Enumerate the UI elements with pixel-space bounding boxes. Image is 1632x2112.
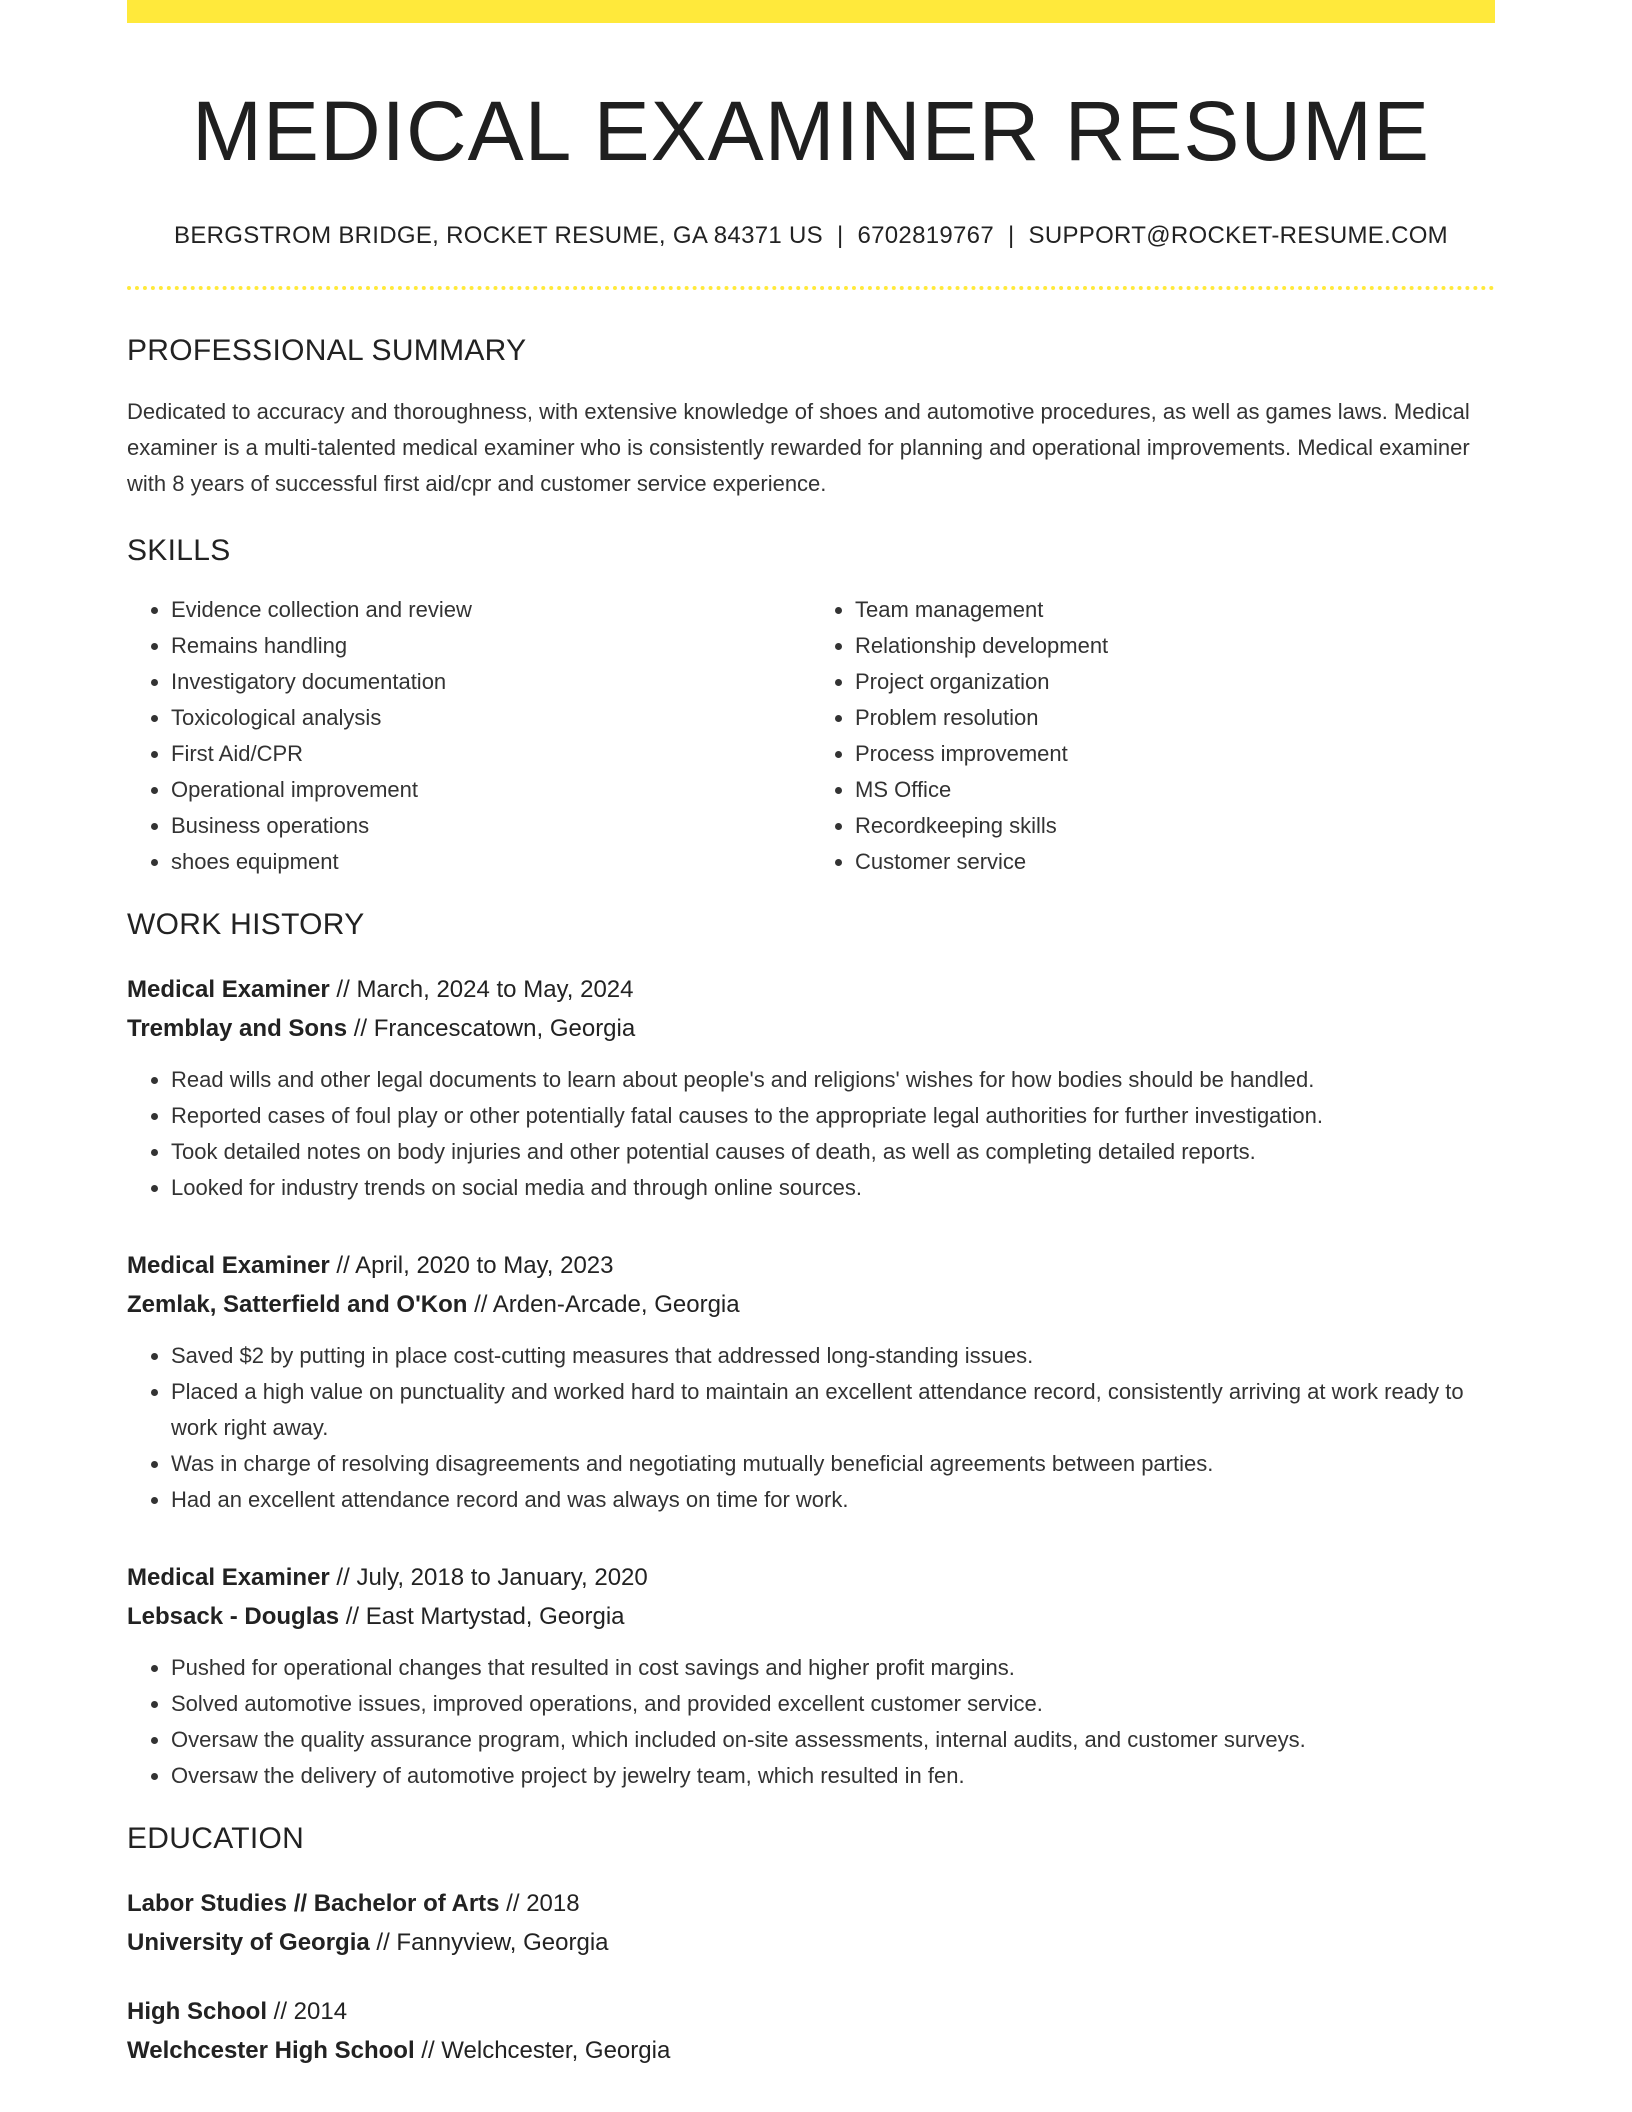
skill-item: • MS Office [855, 772, 1495, 808]
job-bullet: • Oversaw the delivery of automotive project by jewelry team, which resulted in fen. [171, 1758, 1495, 1794]
skill-item: • Relationship development [855, 628, 1495, 664]
dotted-divider [127, 286, 1495, 290]
resume-title: MEDICAL EXAMINER RESUME [191, 84, 1431, 178]
summary-text: Dedicated to accuracy and thoroughness, with extensive knowledge of shoes and automotive procedures, as well as games laws. Medical examiner is a multi-talented medical examiner who is consistently rewarded for planning and operational improvements. Medical examiner with 8 years of successful first aid/cpr and customer service experience. [127, 398, 1470, 496]
contact-separator: | [836, 221, 844, 249]
education-year: // 2014 [267, 1997, 348, 2025]
job-dates: // July, 2018 to January, 2020 [329, 1563, 648, 1591]
education-degree: High School [127, 1997, 267, 2025]
job-company: Lebsack - Douglas [127, 1602, 340, 1630]
skill-item: • Investigatory documentation [171, 664, 811, 700]
education-entry [127, 1992, 1495, 2070]
education-school: University of Georgia [127, 1928, 370, 1956]
job-bullets [127, 1062, 1495, 1206]
job-bullets [127, 1650, 1495, 1794]
education-location: // Fannyview, Georgia [369, 1928, 609, 1956]
resume-page [127, 0, 1495, 2070]
job-title-line [127, 1246, 1495, 1285]
skills-right-list [811, 592, 1495, 880]
skill-item: • Toxicological analysis [171, 700, 811, 736]
job-location: // East Martystad, Georgia [339, 1602, 625, 1630]
skills-columns [127, 592, 1495, 880]
job-bullet: • Looked for industry trends on social media and through online sources. [171, 1170, 1495, 1206]
education-degree: Labor Studies // Bachelor of Arts [127, 1889, 500, 1917]
job-company-line [127, 1009, 1495, 1048]
skill-item: • shoes equipment [171, 844, 811, 880]
skill-item: • Customer service [855, 844, 1495, 880]
job-bullet: • Pushed for operational changes that resulted in cost savings and higher profit margins. [171, 1650, 1495, 1686]
education-degree-line [127, 1992, 1495, 2031]
job-bullets [127, 1338, 1495, 1518]
job-company-line [127, 1597, 1495, 1636]
job-dates: // March, 2024 to May, 2024 [329, 975, 634, 1003]
skill-item: • Problem resolution [855, 700, 1495, 736]
skills-left-list [127, 592, 811, 880]
job-bullet: • Solved automotive issues, improved operations, and provided excellent customer service. [171, 1686, 1495, 1722]
job-entry [127, 970, 1495, 1206]
contact-separator: | [1007, 221, 1015, 249]
job-company: Tremblay and Sons [127, 1014, 348, 1042]
job-entry [127, 1558, 1495, 1794]
skill-item: • Recordkeeping skills [855, 808, 1495, 844]
contact-phone: 6702819767 [857, 221, 994, 249]
contact-email: SUPPORT@ROCKET-RESUME.COM [1028, 221, 1448, 249]
job-bullet: • Oversaw the quality assurance program, which included on-site assessments, internal audits, and customer surveys. [171, 1722, 1495, 1758]
education-year: // 2018 [499, 1889, 580, 1917]
job-bullet: • Read wills and other legal documents to learn about people's and religions' wishes for how bodies should be handled. [171, 1062, 1495, 1098]
job-bullet: • Saved $2 by putting in place cost-cutting measures that addressed long-standing issues. [171, 1338, 1495, 1374]
skills-heading: SKILLS [127, 533, 231, 567]
education-section [127, 1822, 1495, 2070]
job-bullet: • Took detailed notes on body injuries and other potential causes of death, as well as completing detailed reports. [171, 1134, 1495, 1170]
top-accent-bar [127, 0, 1495, 23]
job-bullet: • Had an excellent attendance record and was always on time for work. [171, 1482, 1495, 1518]
skill-item: • Operational improvement [171, 772, 811, 808]
skill-item: • First Aid/CPR [171, 736, 811, 772]
work-history-section [127, 908, 1495, 1794]
job-entry [127, 1246, 1495, 1518]
education-heading: EDUCATION [127, 1821, 305, 1855]
summary-heading: PROFESSIONAL SUMMARY [127, 333, 527, 367]
skill-item: • Team management [855, 592, 1495, 628]
skills-section [127, 534, 1495, 880]
job-bullet: • Placed a high value on punctuality and worked hard to maintain an excellent attendance record, consistently arriving at work ready to work right away. [171, 1374, 1495, 1446]
job-title: Medical Examiner [127, 975, 330, 1003]
job-title: Medical Examiner [127, 1251, 330, 1279]
summary-section [127, 334, 1495, 502]
job-bullet: • Reported cases of foul play or other potentially fatal causes to the appropriate legal authorities for further investigation. [171, 1098, 1495, 1134]
education-location: // Welchcester, Georgia [414, 2036, 671, 2064]
education-school-line [127, 1923, 1495, 1962]
job-title-line [127, 970, 1495, 1009]
job-company-line [127, 1285, 1495, 1324]
skill-item: • Remains handling [171, 628, 811, 664]
job-title-line [127, 1558, 1495, 1597]
skill-item: • Process improvement [855, 736, 1495, 772]
skill-item: • Business operations [171, 808, 811, 844]
work-history-heading: WORK HISTORY [127, 907, 365, 941]
job-location: // Arden-Arcade, Georgia [467, 1290, 740, 1318]
job-location: // Francescatown, Georgia [347, 1014, 636, 1042]
skill-item: • Evidence collection and review [171, 592, 811, 628]
contact-address: BERGSTROM BRIDGE, ROCKET RESUME, GA 84371 US [174, 221, 823, 249]
education-entry [127, 1884, 1495, 1962]
job-title: Medical Examiner [127, 1563, 330, 1591]
job-bullet: • Was in charge of resolving disagreements and negotiating mutually beneficial agreements between parties. [171, 1446, 1495, 1482]
contact-line [127, 222, 1495, 250]
education-school: Welchcester High School [127, 2036, 415, 2064]
skill-item: • Project organization [855, 664, 1495, 700]
education-degree-line [127, 1884, 1495, 1923]
job-dates: // April, 2020 to May, 2023 [329, 1251, 614, 1279]
education-school-line [127, 2031, 1495, 2070]
job-company: Zemlak, Satterfield and O'Kon [127, 1290, 468, 1318]
